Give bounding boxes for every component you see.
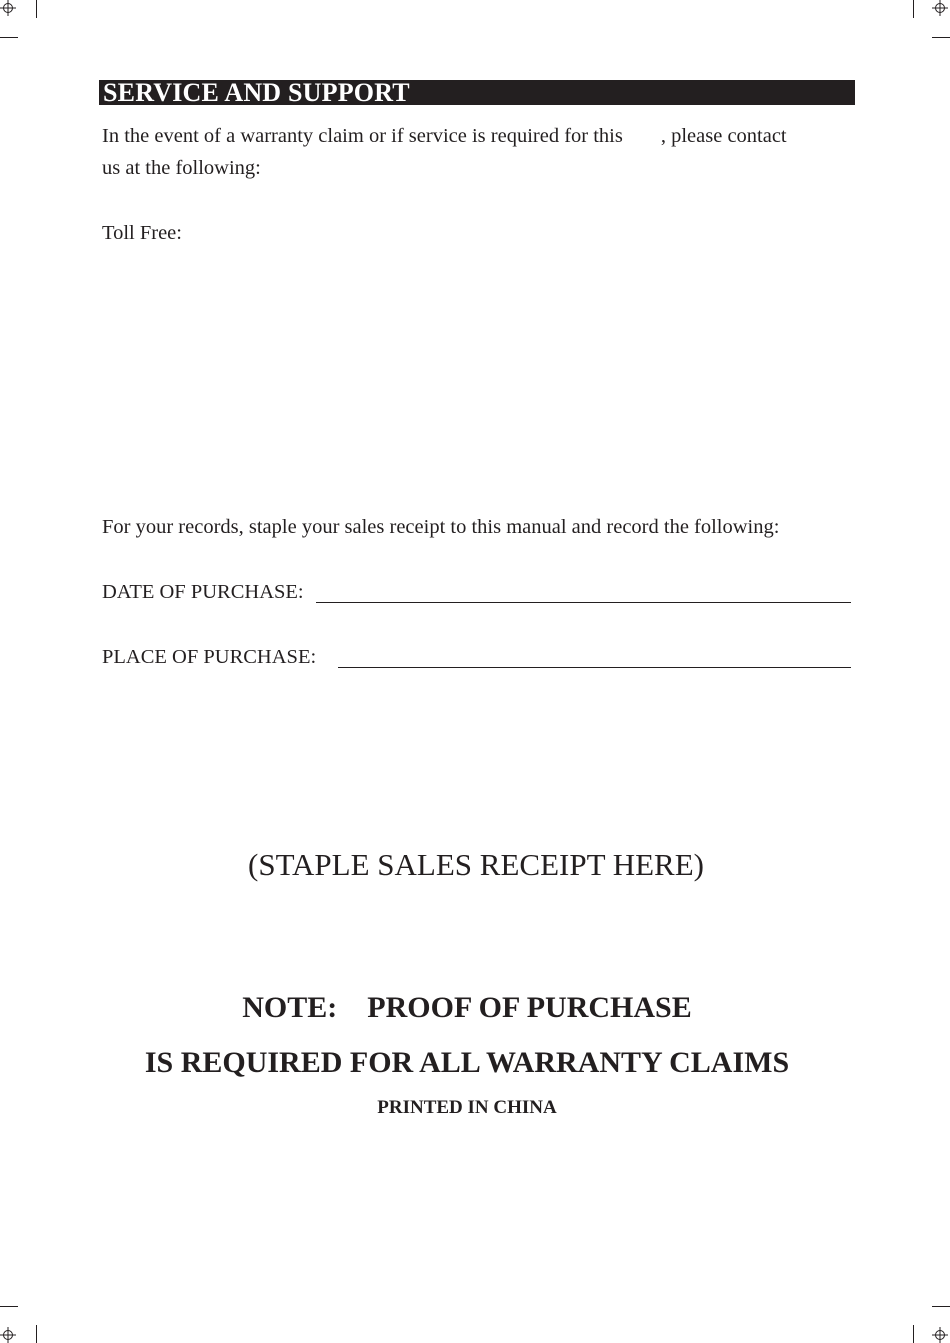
note-line-2: IS REQUIRED FOR ALL WARRANTY CLAIMS [144,1046,790,1079]
registration-mark-icon [932,1327,948,1343]
printed-in-label: PRINTED IN CHINA [377,1097,557,1118]
place-of-purchase-label: PLACE OF PURCHASE: [102,646,317,668]
intro-line-1 [102,120,787,152]
place-of-purchase-field[interactable] [338,667,851,668]
registration-mark-icon [932,0,948,16]
intro-line-2: us at the following: [102,157,261,179]
registration-mark-icon [0,1327,16,1343]
place-of-purchase-row [102,641,316,673]
section-title: SERVICE AND SUPPORT [103,78,410,107]
crop-mark [913,1325,914,1343]
toll-free-label: Toll Free: [102,222,182,244]
note-proof-text: PROOF OF PURCHASE [367,991,692,1024]
staple-receipt-placeholder: (STAPLE SALES RECEIPT HERE) [248,847,704,882]
crop-mark [36,1325,37,1343]
crop-mark [913,0,914,18]
registration-mark-icon [0,0,16,16]
note-label: NOTE: [242,991,338,1024]
crop-mark [36,0,37,18]
note-line-1 [0,988,934,1028]
date-of-purchase-label: DATE OF PURCHASE: [102,581,304,603]
section-heading-bar [99,80,855,105]
crop-mark [0,1306,18,1307]
intro-text-end: , please contact [660,125,787,147]
crop-mark [932,37,950,38]
crop-mark [932,1306,950,1307]
crop-mark [0,37,18,38]
date-of-purchase-field[interactable] [316,602,851,603]
records-instruction: For your records, staple your sales receipt to this manual and record the following: [102,516,780,538]
date-of-purchase-row [102,576,304,608]
intro-text-start: In the event of a warranty claim or if service is required for this [102,125,623,147]
